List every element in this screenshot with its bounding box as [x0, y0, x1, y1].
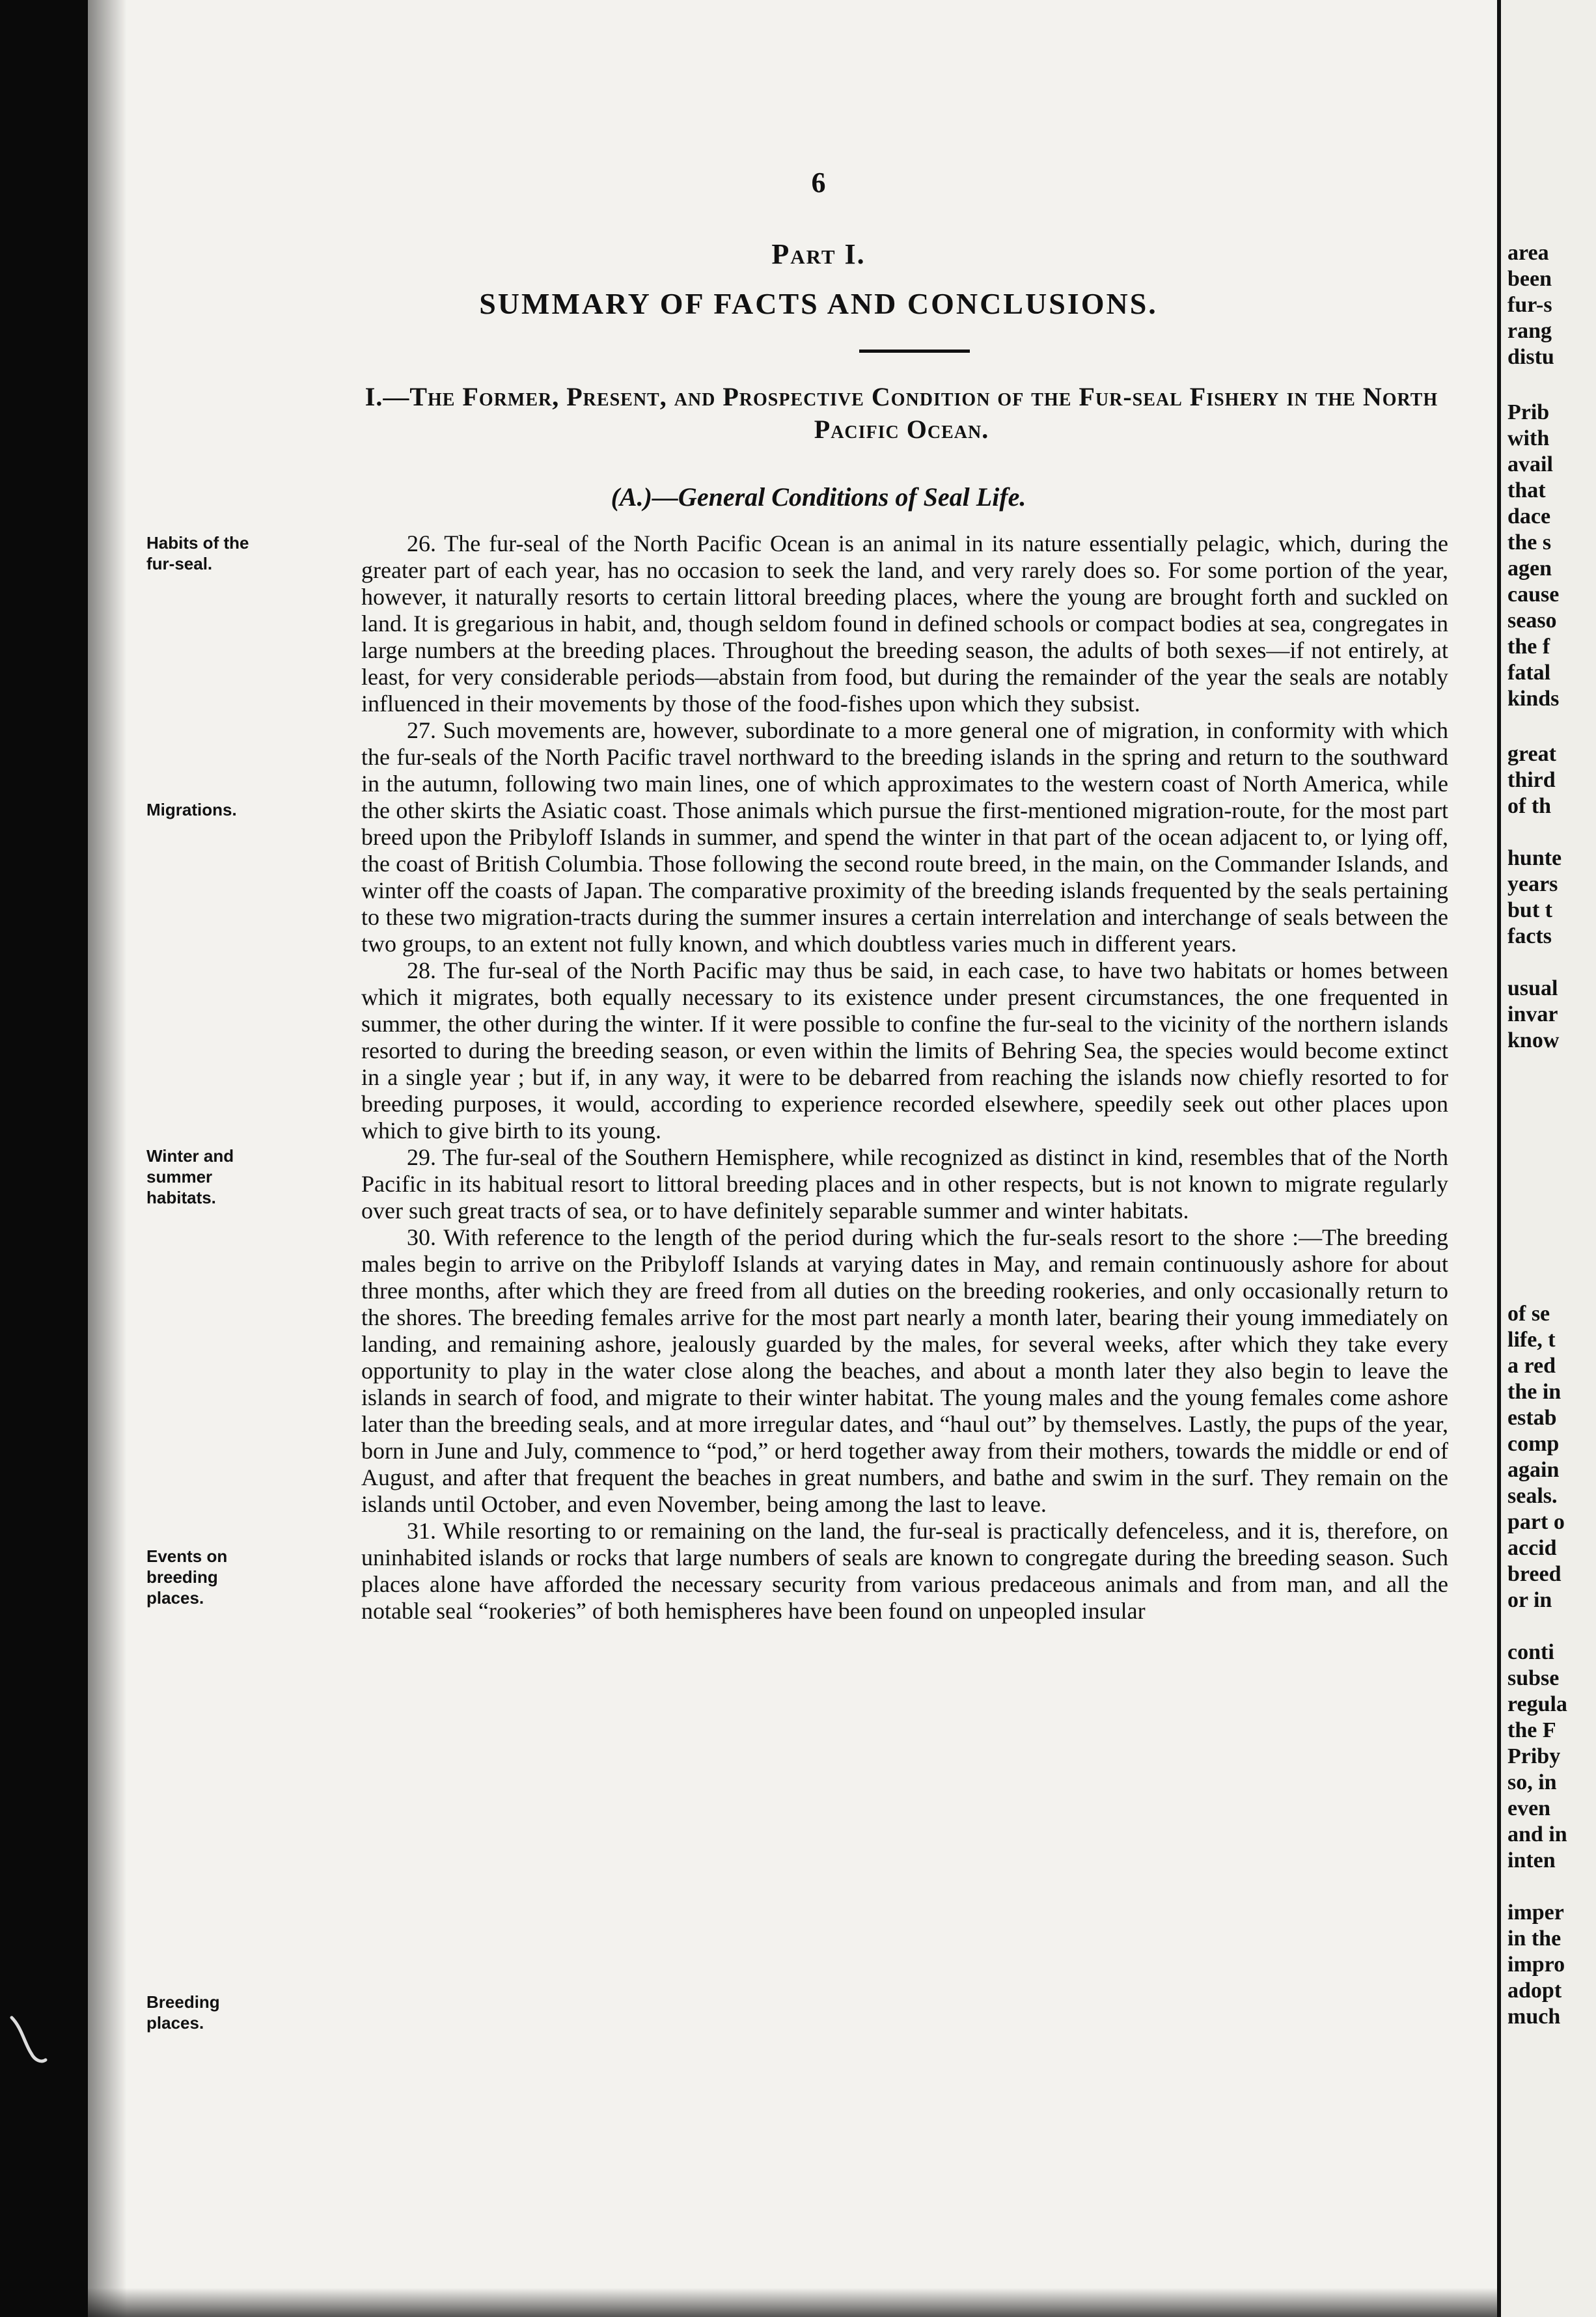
- adjacent-page-line: part o: [1507, 1510, 1565, 1534]
- adjacent-page-line: facts: [1507, 924, 1552, 948]
- adjacent-page-line: hunte: [1507, 846, 1562, 870]
- adjacent-page-line: regula: [1507, 1692, 1567, 1716]
- adjacent-page-line: a red: [1507, 1354, 1556, 1378]
- adjacent-page-line: in the: [1507, 1926, 1562, 1951]
- adjacent-page-line: third: [1507, 768, 1556, 792]
- scan-edge-shadow: [88, 2288, 1549, 2317]
- adjacent-page-line: dace: [1507, 504, 1551, 528]
- adjacent-page-line: been: [1507, 267, 1552, 291]
- adjacent-page-line: impro: [1507, 1953, 1565, 1977]
- adjacent-page-line: conti: [1507, 1640, 1554, 1664]
- adjacent-page-line: usual: [1507, 976, 1558, 1000]
- document-page: [88, 0, 1552, 2317]
- margin-note: Winter and summer habitats.: [146, 1146, 234, 1207]
- adjacent-page-line: Prib: [1507, 400, 1550, 424]
- adjacent-page-line: the s: [1507, 530, 1552, 555]
- adjacent-page-line: inten: [1507, 1848, 1556, 1872]
- part-heading: Part I.: [771, 238, 866, 270]
- adjacent-page-line: but t: [1507, 898, 1552, 922]
- body-text: [361, 530, 1448, 1625]
- adjacent-page-line: distu: [1507, 345, 1554, 369]
- adjacent-page-line: years: [1507, 872, 1558, 896]
- adjacent-page-line: seals.: [1507, 1484, 1558, 1508]
- adjacent-page-line: rang: [1507, 319, 1552, 343]
- page-title: SUMMARY OF FACTS AND CONCLUSIONS.: [479, 287, 1158, 320]
- paragraph: 28. The fur-seal of the North Pacific may thus be said, in each case, to have two habitats or homes between which it migrates, both equally necessary to its existence under present circumstances, the one frequented in summer, the other during the winter. If it were possible to confine the fur-seal to the vicinity of the northern islands resorted to during the breeding season, or even within the limits of Behring Sea, the species would become extinct in a single year ; but if, in any way, it were to be debarred from reaching the islands now chiefly resorted to for breeding purposes, it would, according to experience recorded elsewhere, speedily seek out other places upon which to give birth to its young.: [361, 957, 1448, 1144]
- adjacent-page-line: agen: [1507, 556, 1552, 581]
- adjacent-page-line: the F: [1507, 1718, 1556, 1742]
- adjacent-page: [1497, 0, 1596, 2317]
- pencil-mark-icon: [5, 2008, 51, 2073]
- margin-note: Habits of the fur-seal.: [146, 533, 249, 573]
- adjacent-page-line: area: [1507, 241, 1549, 265]
- adjacent-page-line: much: [1507, 2005, 1561, 2029]
- adjacent-page-line: seaso: [1507, 609, 1557, 633]
- adjacent-page-line: invar: [1507, 1002, 1558, 1026]
- adjacent-page-line: so, in: [1507, 1770, 1557, 1794]
- adjacent-page-line: subse: [1507, 1666, 1560, 1690]
- adjacent-page-line: the f: [1507, 635, 1550, 659]
- adjacent-page-line: fur-s: [1507, 293, 1552, 317]
- adjacent-page-line: even: [1507, 1796, 1551, 1820]
- adjacent-page-line: that: [1507, 478, 1546, 502]
- paragraph: 26. The fur-seal of the North Pacific Ocean is an animal in its nature essentially pelagic, which, during the greater part of each year, has no occasion to seek the land, and very rarely does so. For some portion of the year, however, it naturally resorts to certain littoral breeding places, where the young are brought forth and suckled on land. It is gregarious in habit, and, though seldom found in defined schools or compact bodies at sea, congregates in large numbers at the breeding places. Throughout the breeding season, the adults of both sexes—if not entirely, at least, for very considerable periods—abstain from food, but during the remainder of the year the seals are notably influenced in their movements by those of the food-fishes upon which they subsist.: [361, 530, 1448, 717]
- margin-note: Events on breeding places.: [146, 1546, 228, 1608]
- paragraph: 31. While resorting to or remaining on the land, the fur-seal is practically defenceless, and it is, therefore, on uninhabited islands or rocks that large numbers of seals are known to congregate during the breeding season. Such places alone have afforded the necessary security from various predaceous animals and from man, and all the notable seal “rookeries” of both hemispheres have been found on unpeopled insular: [361, 1518, 1448, 1624]
- page-number: 6: [811, 167, 826, 199]
- adjacent-page-line: again: [1507, 1458, 1560, 1482]
- adjacent-page-line: life, t: [1507, 1328, 1556, 1352]
- adjacent-page-line: estab: [1507, 1406, 1557, 1430]
- subsection-heading: (A.)—General Conditions of Seal Life.: [611, 482, 1026, 512]
- margin-note: Migrations.: [146, 800, 237, 819]
- adjacent-page-line: of se: [1507, 1302, 1550, 1326]
- adjacent-page-line: adopt: [1507, 1979, 1562, 2003]
- adjacent-page-line: kinds: [1507, 687, 1560, 711]
- margin-note: Breeding places.: [146, 1992, 220, 2033]
- title-rule: [859, 350, 970, 353]
- paragraph: 30. With reference to the length of the period during which the fur-seals resort to the shore :—The breeding males begin to arrive on the Pribyloff Islands at varying dates in May, and remain continuously ashore for about three months, after which they are freed from all duties on the breeding rookeries, and only occasionally return to the shores. The breeding females arrive for the most part nearly a month later, bearing their young immediately on landing, and remaining ashore, jealously guarded by the males, for several weeks, after which they take every opportunity to play in the water close along the beaches, and about a month later they also begin to leave the islands in search of food, and migrate to their winter habitat. The young males and the young females come ashore later than the breeding seals, and at more irregular dates, and “haul out” by themselves. Lastly, the pups of the year, born in June and July, commence to “pod,” or herd together away from their mothers, towards the middle or end of August, and after that frequent the beaches in great numbers, and bathe and swim in the surf. They remain on the islands until October, and even November, being among the last to leave.: [361, 1224, 1448, 1517]
- adjacent-page-line: with: [1507, 426, 1550, 450]
- adjacent-page-line: or in: [1507, 1588, 1552, 1612]
- adjacent-page-line: comp: [1507, 1432, 1560, 1456]
- paragraph: 29. The fur-seal of the Southern Hemisphere, while recognized as distinct in kind, resembles that of the North Pacific in its habitual resort to littoral breeding places and in other respects, but is not known to migrate regularly over such great tracts of sea, or to have definitely separable summer and winter habitats.: [361, 1144, 1448, 1224]
- adjacent-page-line: of th: [1507, 794, 1552, 818]
- adjacent-page-line: know: [1507, 1028, 1560, 1052]
- adjacent-page-line: great: [1507, 742, 1556, 766]
- adjacent-page-line: the in: [1507, 1380, 1562, 1404]
- spine-shadow: [88, 0, 127, 2317]
- paragraph: 27. Such movements are, however, subordinate to a more general one of migration, in conformity with which the fur-seals of the North Pacific travel northward to the breeding islands in the spring and return to the southward in the autumn, following two main lines, one of which approximates to the western coast of North America, while the other skirts the Asiatic coast. Those animals which pursue the first-mentioned migration-route, for the most part breed upon the Pribyloff Islands in summer, and spend the winter in that part of the ocean adjacent to, or lying off, the coast of British Columbia. Those following the second route breed, in the main, on the Commander Islands, and winter off the coasts of Japan. The comparative proximity of the breeding islands frequented by the seals pertaining to these two migration-tracts during the summer insures a certain interrelation and interchange of seals between the two groups, to an extent not fully known, and which doubtless varies much in different years.: [361, 717, 1448, 957]
- adjacent-page-line: fatal: [1507, 661, 1551, 685]
- adjacent-page-line: imper: [1507, 1900, 1564, 1925]
- adjacent-page-line: cause: [1507, 583, 1560, 607]
- section-heading: I.—The Former, Present, and Prospective Condition of the Fur-seal Fishery in the North Pacific Ocean.: [365, 382, 1438, 444]
- adjacent-page-line: avail: [1507, 452, 1553, 476]
- adjacent-page-line: and in: [1507, 1822, 1567, 1846]
- adjacent-page-line: breed: [1507, 1562, 1562, 1586]
- adjacent-page-line: Priby: [1507, 1744, 1561, 1768]
- adjacent-page-line: accid: [1507, 1536, 1557, 1560]
